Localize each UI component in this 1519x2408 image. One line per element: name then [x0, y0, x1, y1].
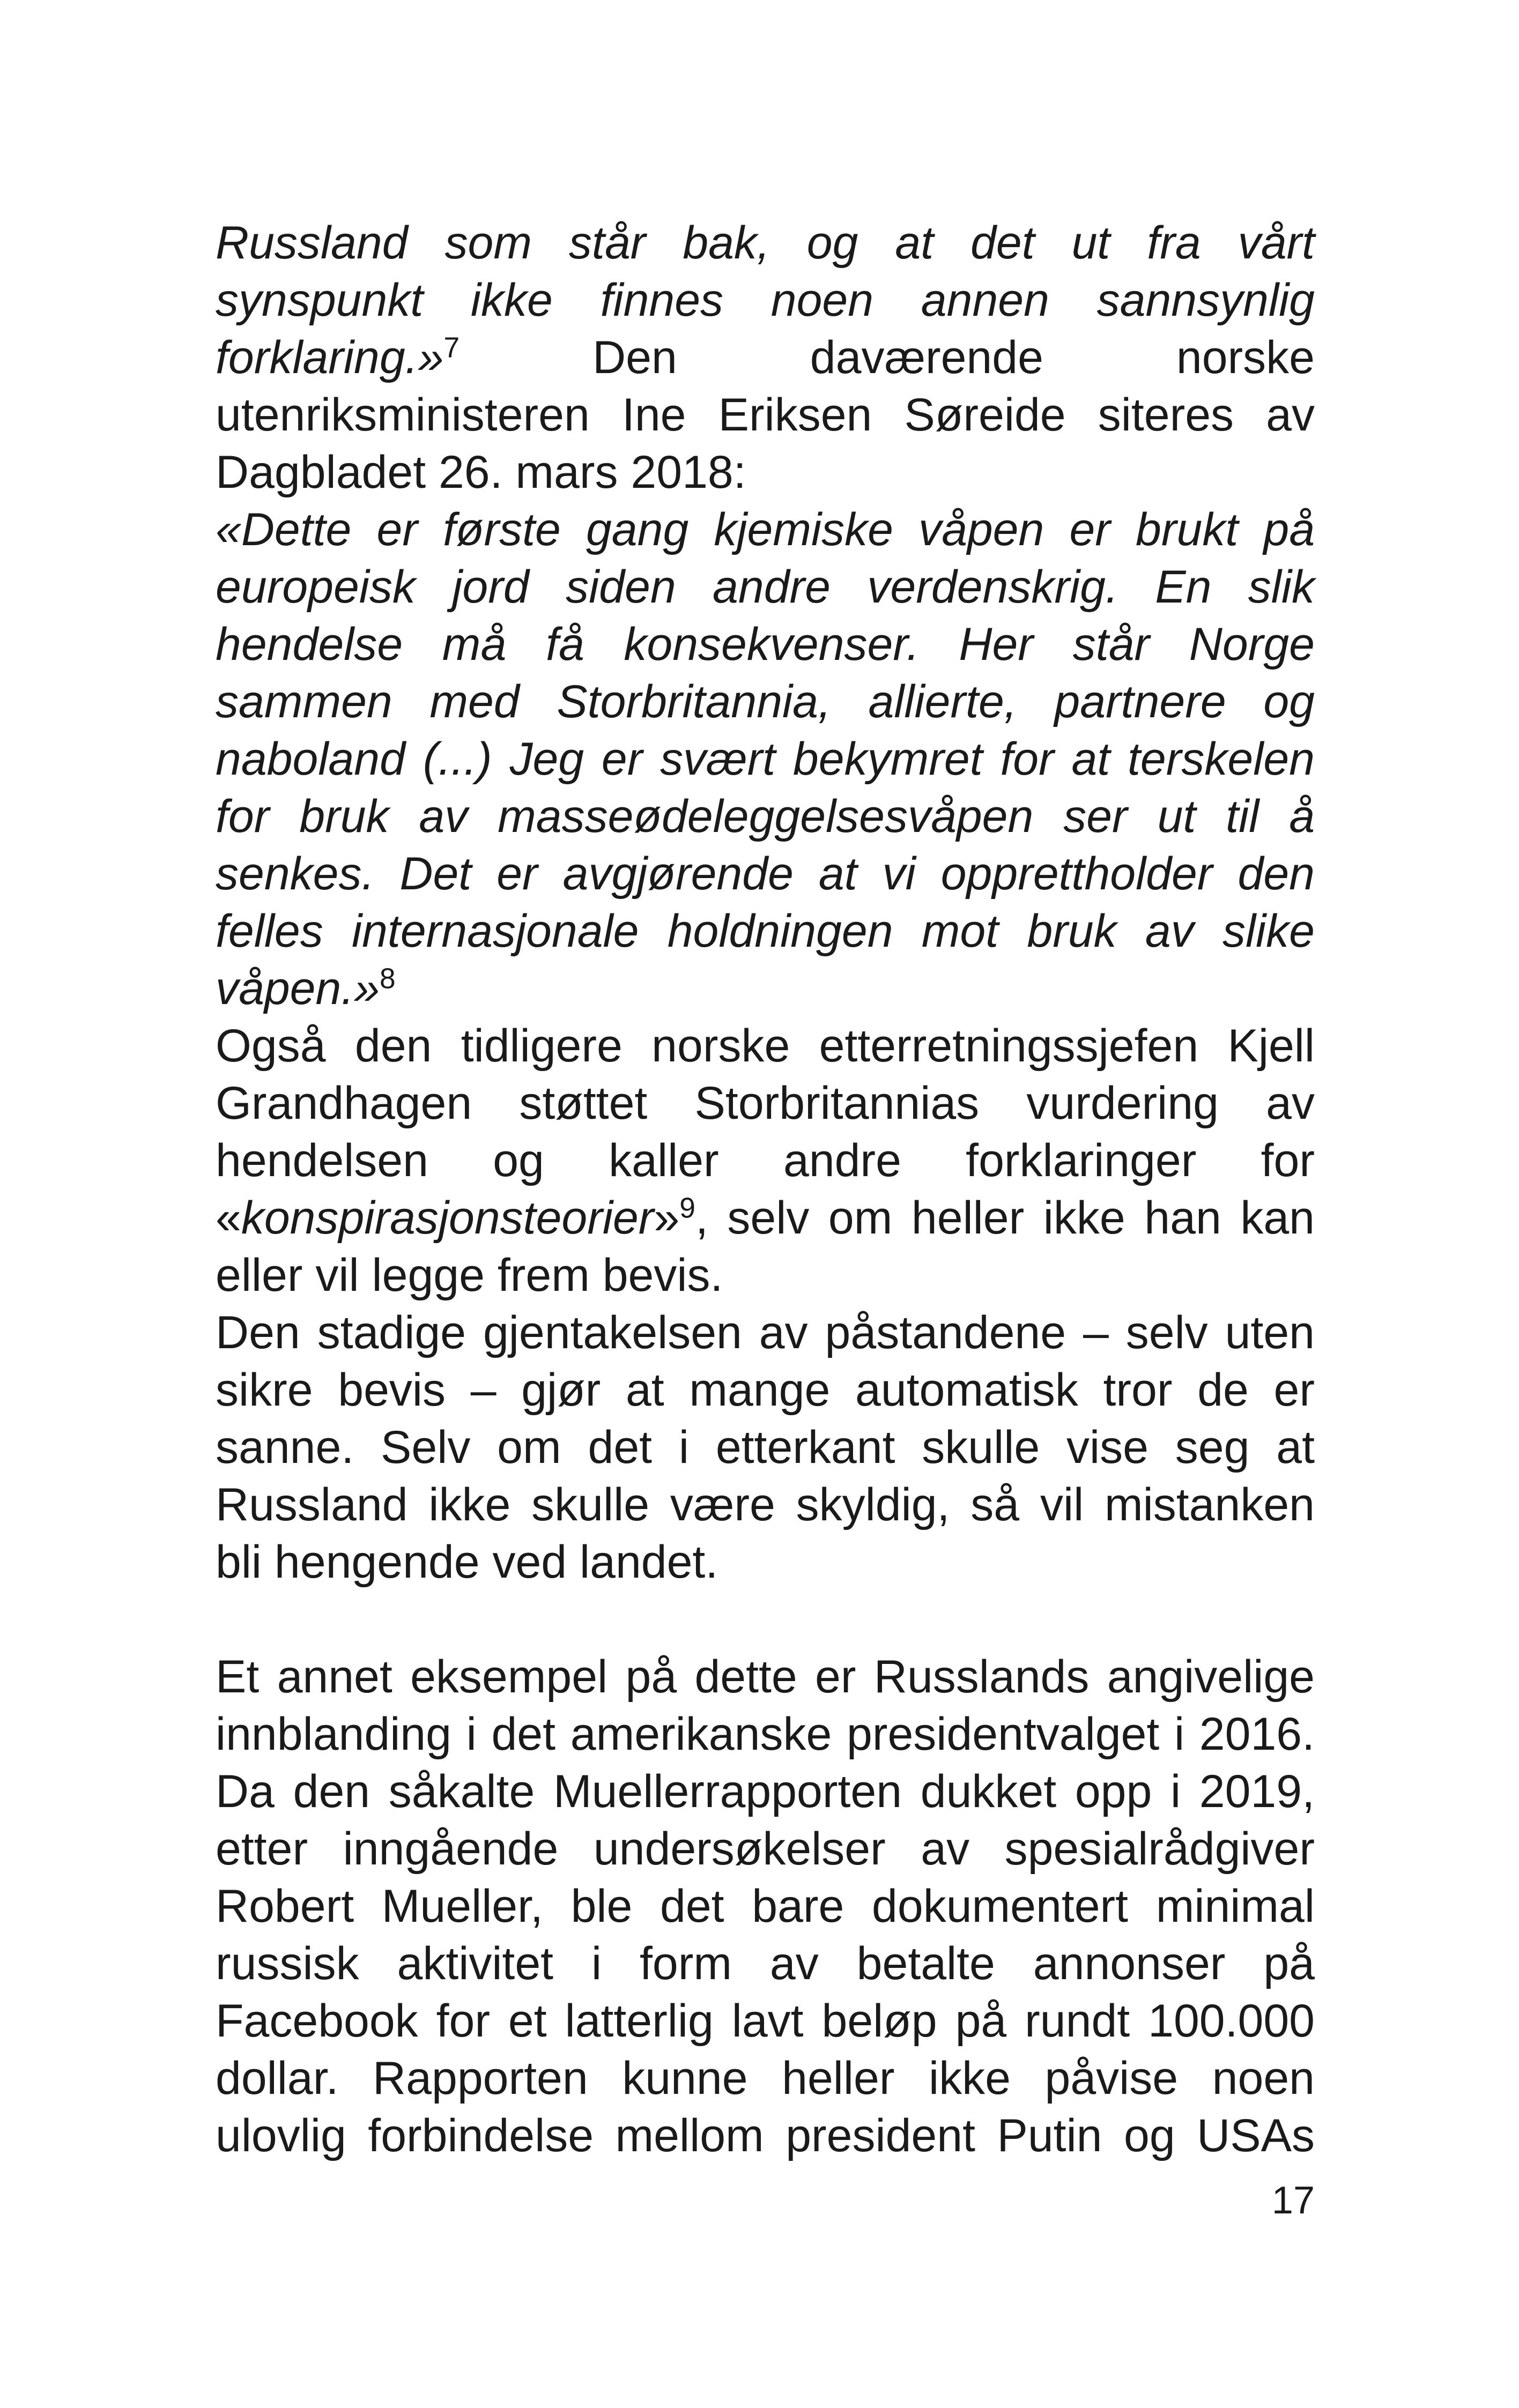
italic-term: konspirasjonsteorier [241, 1192, 654, 1244]
footnote-ref-9: 9 [679, 1192, 695, 1224]
paragraph-3 [216, 1017, 1315, 1304]
footnote-ref-8: 8 [380, 963, 396, 995]
quote-soreide: «Dette er første gang kjemiske våpen er brukt på europeisk jord siden andre verdenskrig. En slik hendelse må få konsekvenser. Her står Norge sammen med Storbritannia, allierte, partnere og naboland (...) Jeg er svært bekymret for at terskelen for bruk av masseødeleggelsesvåpen ser ut til å senkes. Det er avgjørende at vi opprettholder den felles internasjonale holdningen mot bruk av slike våpen.» [216, 504, 1315, 1014]
paragraph-1-text: Den daværende norske utenriksministeren Ine Eriksen Søreide siteres av Dagbladet 26. mars 2018: [216, 332, 1315, 498]
paragraph-3-text-before: Også den tidligere norske etterretningssjefen Kjell Grandhagen støttet Storbritannias vurdering av hendelsen og kaller andre forklaringer for « [216, 1020, 1315, 1244]
footnote-ref-7: 7 [443, 332, 460, 364]
paragraph-5: Et annet eksempel på dette er Russlands angivelige innblanding i det amerikanske presidentvalget i 2016. Da den såkalte Muellerrapporten dukket opp i 2019, etter inngående undersøkelser av spesialrådgiver Robert Mueller, ble det bare dokumentert minimal russisk aktivitet i form av betalte annonser på Facebook for et latterlig lavt beløp på rundt 100.000 dollar. Rapporten kunne heller ikke påvise noen ulovlig forbindelse mellom president Putin og USAs [216, 1651, 1315, 2161]
quote-ending: Russland som står bak, og at det ut fra vårt synspunkt ikke finnes noen annen sannsynlig forklaring.» [216, 217, 1315, 383]
body-text [216, 214, 1315, 2165]
page-number: 17 [1271, 2179, 1315, 2222]
close-quote: » [654, 1192, 680, 1244]
paragraph-4: Den stadige gjentakelsen av påstandene – selv uten sikre bevis – gjør at mange automatisk tror de er sanne. Selv om det i etterkant skulle vise seg at Russland ikke skulle være skyldig, så vil mistanken bli hengende ved landet. [216, 1307, 1315, 1588]
paragraph-1 [216, 214, 1315, 501]
paragraph-3-text-after: , selv om heller ikke han kan eller vil legge frem bevis. [216, 1192, 1315, 1301]
paragraph-2-quote [216, 501, 1315, 1017]
